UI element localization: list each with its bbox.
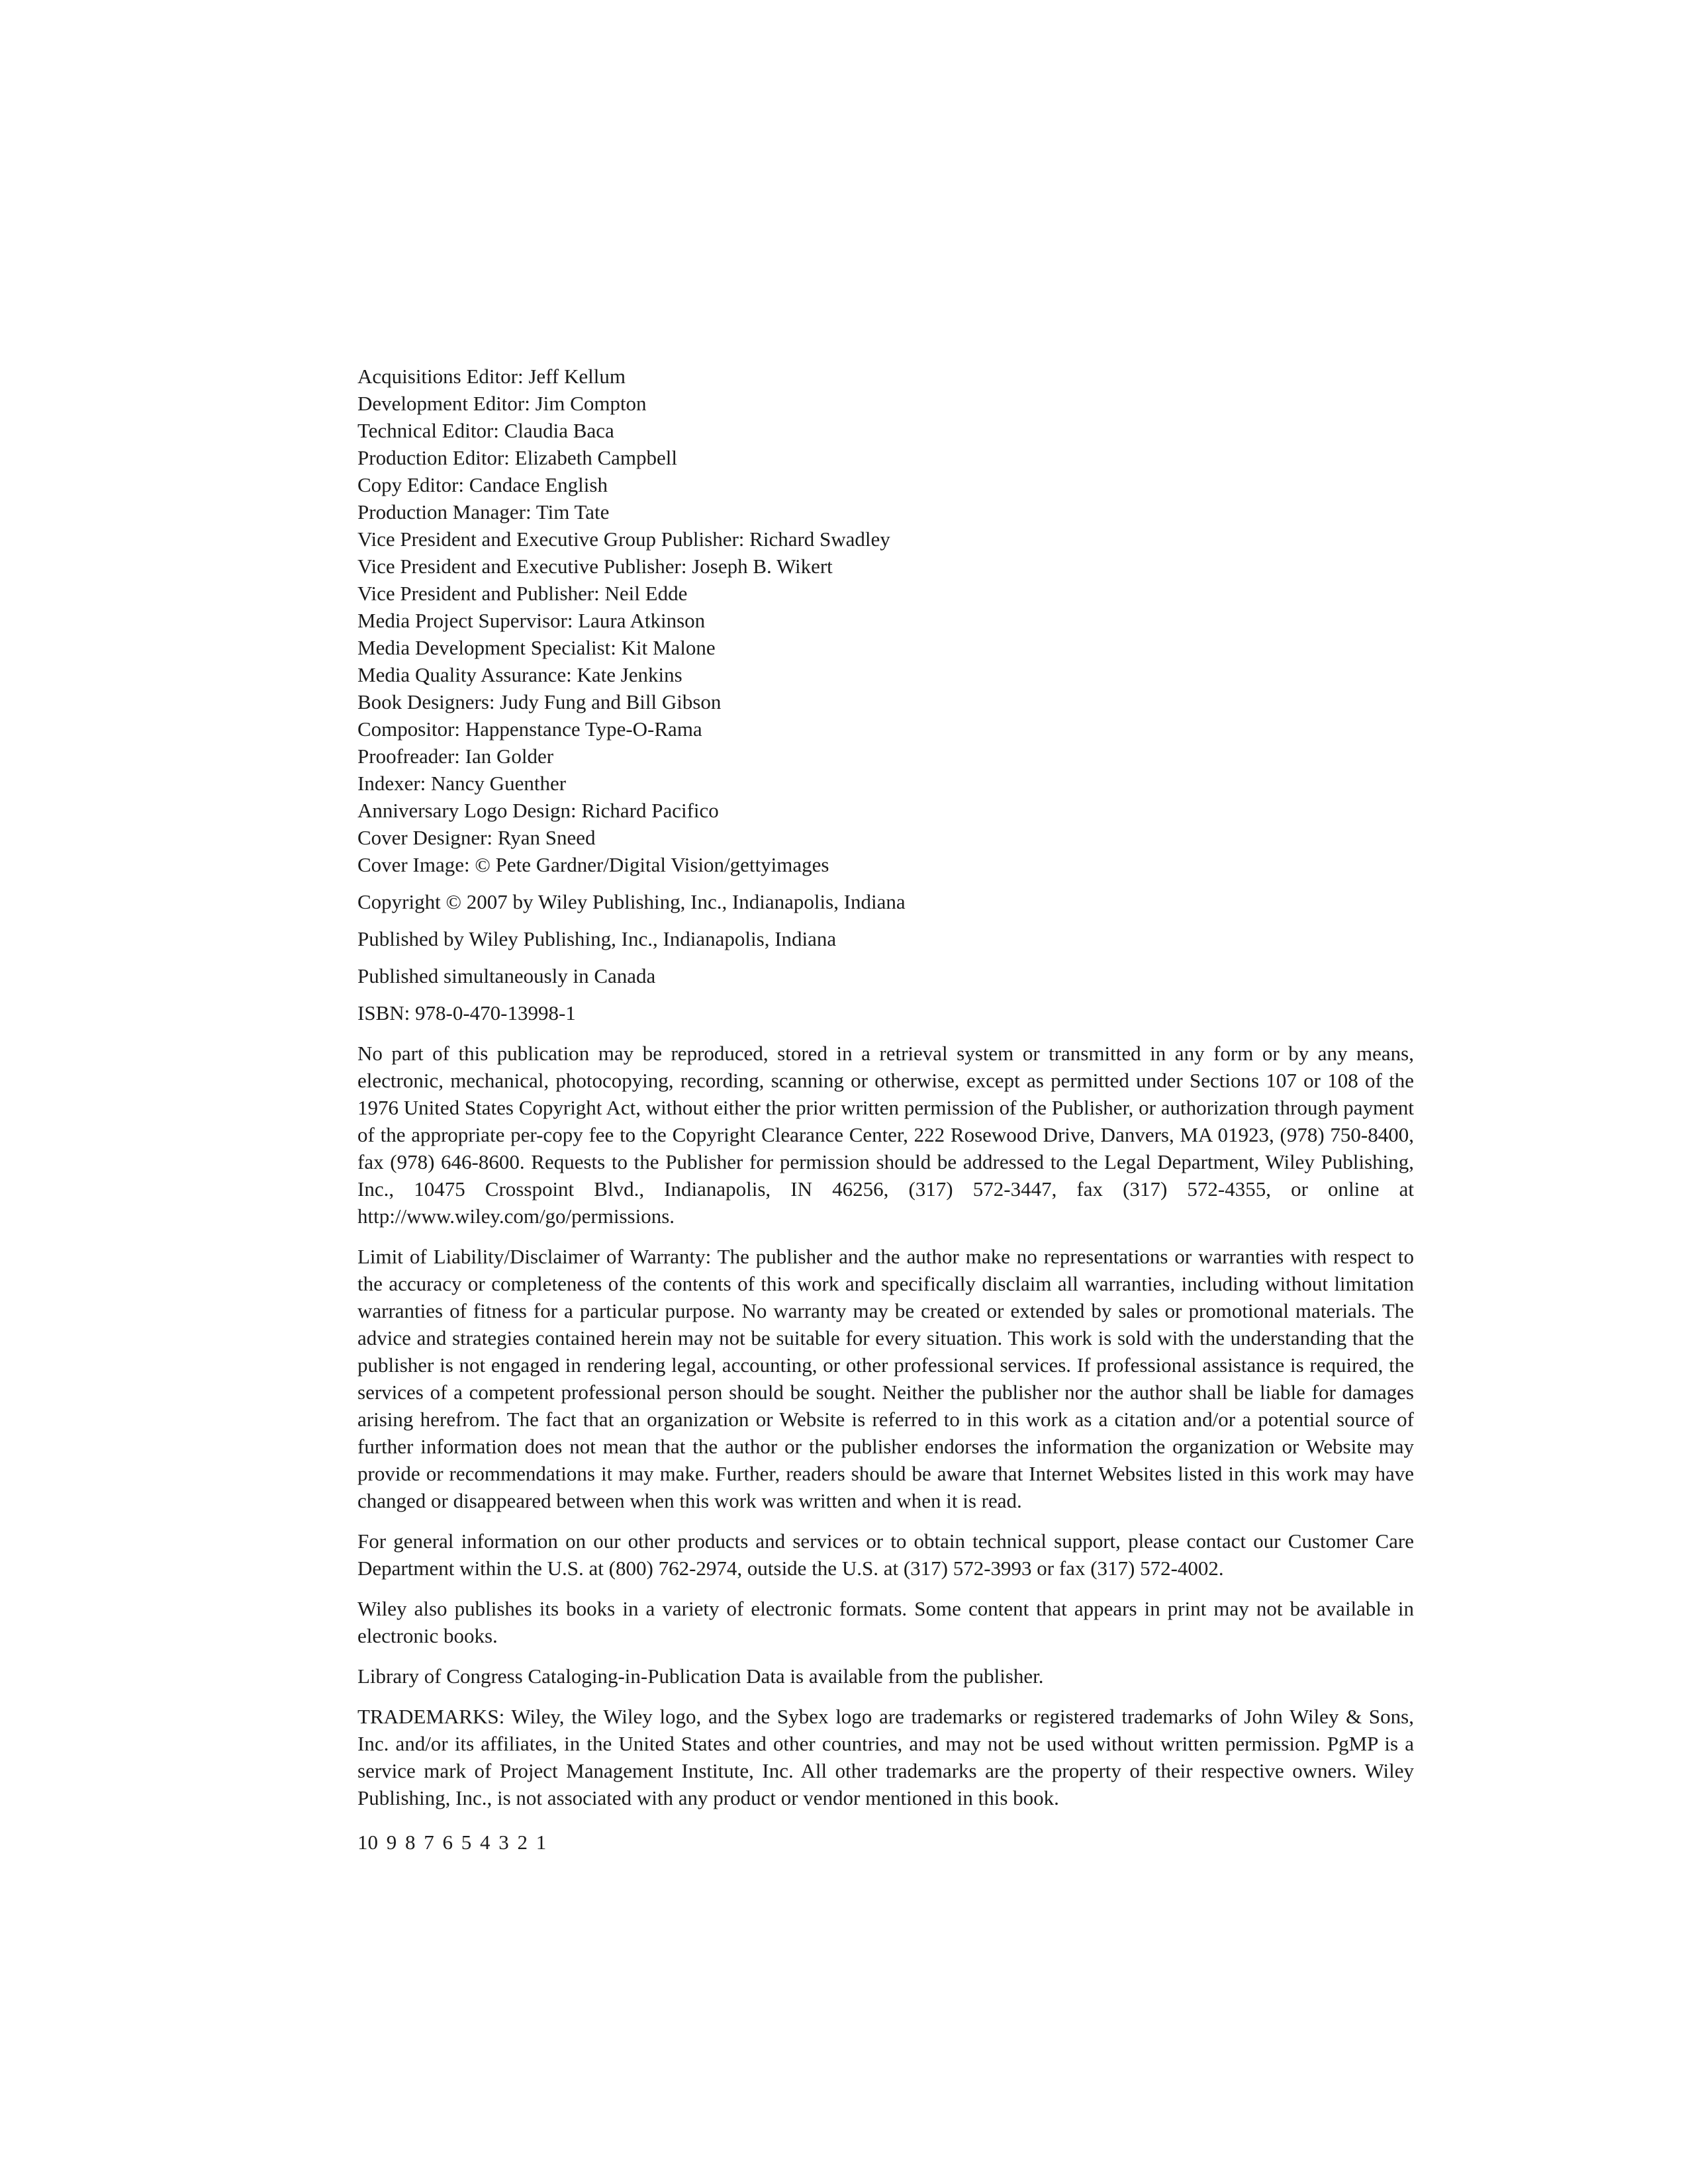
credit-line: Proofreader: Ian Golder — [357, 745, 554, 768]
credit-line: Copy Editor: Candace English — [357, 473, 608, 496]
credit-line: Vice President and Executive Publisher: Joseph B. Wikert — [357, 555, 833, 578]
credit-line: Production Manager: Tim Tate — [357, 500, 610, 523]
published-by-statement: Published by Wiley Publishing, Inc., Indianapolis, Indiana — [357, 927, 837, 950]
paragraph-customer-care: For general information on our other products and services or to obtain technical support, please contact our Customer Care Department within the U.S. at (800) 762-2974, outside the U.S. at (317) 572-3993 or fax (317) 572-4002. — [357, 1529, 1414, 1580]
copyright-statement: Copyright © 2007 by Wiley Publishing, Inc., Indianapolis, Indiana — [357, 890, 906, 913]
credit-line: Media Development Specialist: Kit Malone — [357, 636, 716, 659]
credit-line: Production Editor: Elizabeth Campbell — [357, 446, 677, 469]
credit-line: Acquisitions Editor: Jeff Kellum — [357, 365, 626, 388]
copyright-page-content — [357, 363, 1414, 1856]
paragraph-library-of-congress: Library of Congress Cataloging-in-Publication Data is available from the publisher. — [357, 1664, 1044, 1688]
printing-line: 10 9 8 7 6 5 4 3 2 1 — [357, 1831, 547, 1854]
credit-line: Cover Designer: Ryan Sneed — [357, 826, 596, 849]
paragraph-reproduction-rights: No part of this publication may be reproduced, stored in a retrieval system or transmitted in any form or by any means, electronic, mechanical, photocopying, recording, scanning or otherwise, except as permitted under Sections 107 or 108 of the 1976 United States Copyright Act, without either the prior written permission of the Publisher, or authorization through payment of the appropriate per-copy fee to the Copyright Clearance Center, 222 Rosewood Drive, Danvers, MA 01923, (978) 750-8400, fax (978) 646-8600. Requests to the Publisher for permission should be addressed to the Legal Department, Wiley Publishing, Inc., 10475 Crosspoint Blvd., Indianapolis, IN 46256, (317) 572-3447, fax (317) 572-4355, or online at http://www.wiley.com/go/permissions. — [357, 1042, 1414, 1228]
credit-line: Indexer: Nancy Guenther — [357, 772, 567, 795]
published-simultaneously-statement: Published simultaneously in Canada — [357, 964, 656, 987]
credit-line: Compositor: Happenstance Type-O-Rama — [357, 717, 702, 741]
credit-line: Media Project Supervisor: Laura Atkinson — [357, 609, 706, 632]
isbn-line: ISBN: 978-0-470-13998-1 — [357, 1001, 576, 1024]
credit-line: Book Designers: Judy Fung and Bill Gibson — [357, 690, 722, 713]
credit-line: Vice President and Publisher: Neil Edde — [357, 582, 688, 605]
credit-line: Media Quality Assurance: Kate Jenkins — [357, 663, 682, 686]
paragraph-trademarks: TRADEMARKS: Wiley, the Wiley logo, and the Sybex logo are trademarks or registered trademarks of John Wiley & Sons, Inc. and/or its affiliates, in the United States and other countries, and may not be used without written permission. PgMP is a service mark of Project Management Institute, Inc. All other trademarks are the property of their respective owners. Wiley Publishing, Inc., is not associated with any product or vendor mentioned in this book. — [357, 1705, 1414, 1809]
paragraph-electronic-formats: Wiley also publishes its books in a variety of electronic formats. Some content that appears in print may not be available in electronic books. — [357, 1597, 1414, 1647]
credit-line: Development Editor: Jim Compton — [357, 392, 647, 415]
credit-line: Cover Image: © Pete Gardner/Digital Vision/gettyimages — [357, 853, 829, 876]
paragraph-limit-of-liability: Limit of Liability/Disclaimer of Warranty: The publisher and the author make no representations or warranties with respect to the accuracy or completeness of the contents of this work and specifically disclaim all warranties, including without limitation warranties of fitness for a particular purpose. No warranty may be created or extended by sales or promotional materials. The advice and strategies contained herein may not be suitable for every situation. This work is sold with the understanding that the publisher is not engaged in rendering legal, accounting, or other professional services. If professional assistance is required, the services of a competent professional person should be sought. Neither the publisher nor the author shall be liable for damages arising herefrom. The fact that an organization or Website is referred to in this work as a citation and/or a potential source of further information does not mean that the author or the publisher endorses the information the organization or Website may provide or recommendations it may make. Further, readers should be aware that Internet Websites listed in this work may have changed or disappeared between when this work was written and when it is read. — [357, 1245, 1414, 1512]
credit-line: Technical Editor: Claudia Baca — [357, 419, 614, 442]
credit-line: Vice President and Executive Group Publisher: Richard Swadley — [357, 527, 890, 551]
credits-list — [357, 363, 1414, 878]
credit-line: Anniversary Logo Design: Richard Pacifico — [357, 799, 719, 822]
